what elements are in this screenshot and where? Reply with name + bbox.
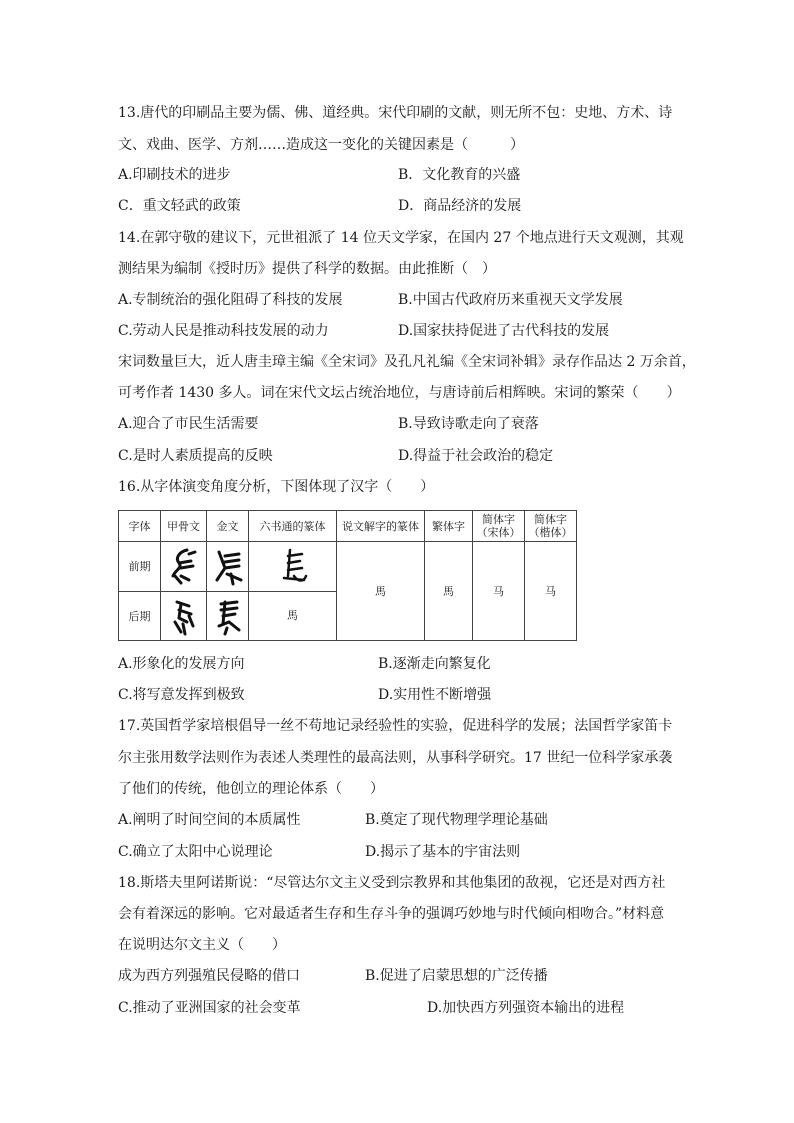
q17-option-b: B.奠定了现代物理学理论基础 <box>365 812 548 828</box>
q17-option-d: D.揭示了基本的宇宙法则 <box>365 844 521 860</box>
q15-option-d: D.得益于社会政治的稳定 <box>398 448 554 464</box>
q14-option-c: C.劳动人民是推动科技发展的动力 <box>118 323 329 339</box>
q13-option-d: D．商品经济的发展 <box>398 198 522 214</box>
simplified-kai-glyph: 马 <box>525 542 577 641</box>
q18-stem-line1: 18.斯塔夫里阿诺斯说：“尽管达尔文主义受到宗教界和其他集团的敌视，它还是对西方社 <box>118 875 666 891</box>
q17-stem-line2: 尔主张用数学法则作为表述人类理性的最高法则，从事科学研究。17 世纪一位科学家承袭 <box>118 750 673 766</box>
q15-stem-line2: 可考作者 1430 多人。词在宋代文坛占统治地位，与唐诗前后相辉映。宋词的繁荣（ ） <box>118 385 681 401</box>
header-oracle: 甲骨文 <box>161 511 207 542</box>
q13-stem-line1: 13.唐代的印刷品主要为儒、佛、道经典。宋代印刷的文献，则无所不包：史地、方术、诗 <box>118 105 673 121</box>
liushu-seal-early-glyph <box>249 542 337 592</box>
bronze-horse-early-glyph <box>207 542 249 592</box>
q18-stem-line3: 在说明达尔文主义（ ） <box>118 937 286 953</box>
q15-option-b: B.导致诗歌走向了衰落 <box>398 416 539 432</box>
shuowen-seal-glyph: 馬 <box>337 542 425 641</box>
traditional-glyph: 馬 <box>425 542 473 641</box>
header-shuowen-seal: 说文解字的篆体 <box>337 511 425 542</box>
q18-stem-line2: 会有着深远的影响。它对最适者生存和生存斗争的强调巧妙地与时代倾向相吻合。”材料意 <box>118 906 665 922</box>
table-header-row <box>119 511 577 542</box>
q15-option-c: C.是时人素质提高的反映 <box>118 448 273 464</box>
q16-option-a: A.形象化的发展方向 <box>118 656 245 672</box>
simplified-song-glyph: 马 <box>473 542 525 641</box>
table-row-early <box>119 542 577 592</box>
q18-option-d: D.加快西方列强资本输出的进程 <box>427 1000 625 1016</box>
q13-stem-line2: 文、戏曲、医学、方剂……造成这一变化的关键因素是（ ） <box>118 137 524 153</box>
q17-stem-line1: 17.英国哲学家培根倡导一丝不苟地记录经验性的实验，促进科学的发展；法国哲学家笛卡 <box>118 718 673 734</box>
q14-stem-line1: 14.在郭守敬的建议下，元世祖派了 14 位天文学家，在国内 27 个地点进行天文观测，其观 <box>118 230 684 246</box>
row-label-late: 后期 <box>119 591 161 641</box>
q16-stem: 16.从字体演变角度分析，下图体现了汉字（ ） <box>118 479 435 495</box>
liushu-seal-late-glyph: 馬 <box>249 591 337 641</box>
q14-option-b: B.中国古代政府历来重视天文学发展 <box>398 292 623 308</box>
q13-option-c: C．重文轻武的政策 <box>118 198 241 214</box>
q18-option-c: C.推动了亚洲国家的社会变革 <box>118 1000 301 1016</box>
header-simplified-kai: 简体字（楷体） <box>525 511 577 542</box>
bronze-horse-late-glyph <box>207 591 249 641</box>
q16-option-c: C.将写意发挥到极致 <box>118 687 245 703</box>
q16-option-d: D.实用性不断增强 <box>378 687 492 703</box>
q16-option-b: B.逐渐走向繁复化 <box>378 656 491 672</box>
character-evolution-table <box>118 510 577 641</box>
q17-option-c: C.确立了太阳中心说理论 <box>118 844 273 860</box>
q14-option-a: A.专制统治的强化阻碍了科技的发展 <box>118 292 343 308</box>
q14-stem-line2: 测结果为编制《授时历》提供了科学的数据。由此推断（ ） <box>118 261 496 277</box>
q18-option-b: B.促进了启蒙思想的广泛传播 <box>365 968 548 984</box>
oracle-horse-late-glyph <box>161 591 207 641</box>
q15-option-a: A.迎合了市民生活需要 <box>118 416 259 432</box>
row-label-early: 前期 <box>119 542 161 592</box>
q13-option-a: A.印刷技术的进步 <box>118 167 231 183</box>
q14-option-d: D.国家扶持促进了古代科技的发展 <box>398 323 610 339</box>
header-bronze: 金文 <box>207 511 249 542</box>
q15-stem-line1: 宋词数量巨大，近人唐圭璋主编《全宋词》及孔凡礼编《全宋词补辑》录存作品达 2 万余首， <box>118 354 696 370</box>
header-simplified-song: 简体字（宋体） <box>473 511 525 542</box>
header-liushu-seal: 六书通的篆体 <box>249 511 337 542</box>
q17-option-a: A.阐明了时间空间的本质属性 <box>118 812 301 828</box>
q18-option-a: 成为西方列强殖民侵略的借口 <box>118 968 300 984</box>
oracle-horse-early-glyph <box>161 542 207 592</box>
q17-stem-line3: 了他们的传统，他创立的理论体系（ ） <box>118 781 384 797</box>
header-font: 字体 <box>119 511 161 542</box>
header-traditional: 繁体字 <box>425 511 473 542</box>
q13-option-b: B．文化教育的兴盛 <box>398 167 521 183</box>
